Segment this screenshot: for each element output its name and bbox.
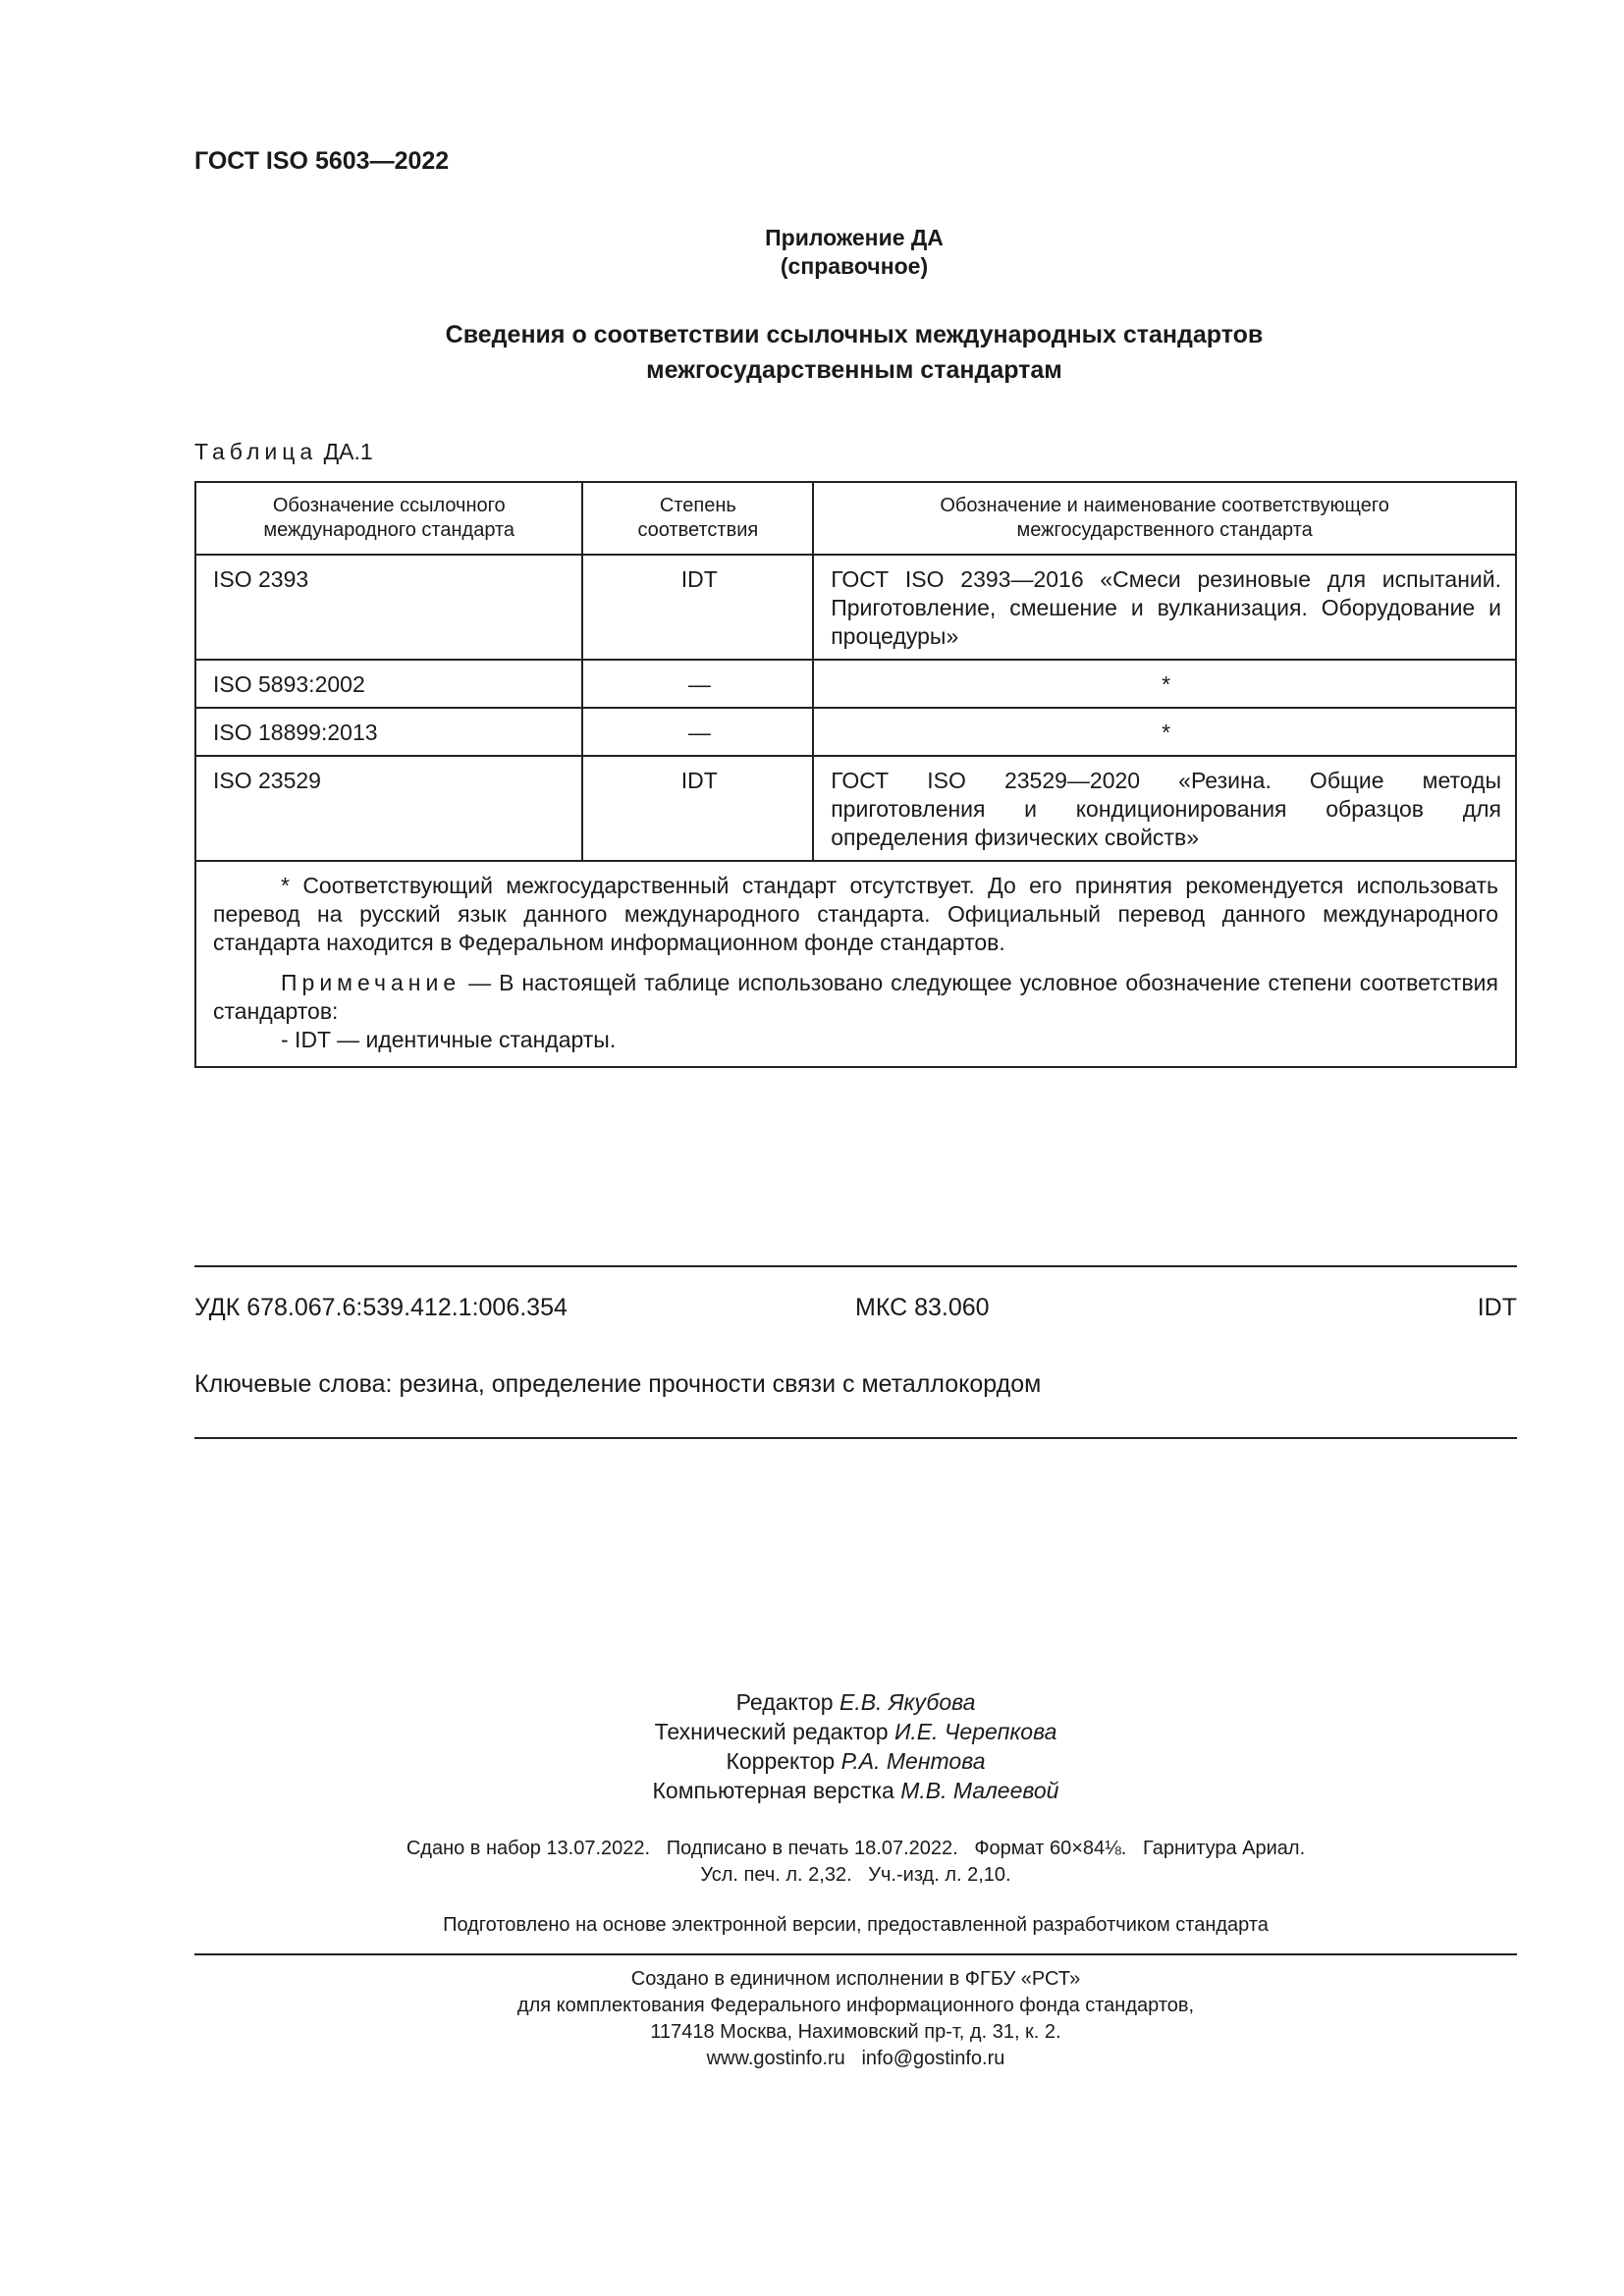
correspondence-table xyxy=(194,481,1517,1068)
credit-editor: Редактор Е.В. Якубова xyxy=(735,1689,976,1715)
publisher-line2: для комплектования Федерального информационного фонда стандартов, xyxy=(516,1995,1195,2016)
divider-bottom xyxy=(194,1953,1517,1955)
annex-heading xyxy=(194,224,1514,281)
table-row xyxy=(195,708,1516,756)
table-row xyxy=(195,555,1516,660)
publisher-line4: www.gostinfo.ru info@gostinfo.ru xyxy=(706,2048,1005,2069)
table-notes xyxy=(195,861,1516,1067)
note-text: — В настоящей таблице использовано следующее условное обозначение степени соответствия стандартов: xyxy=(213,970,1498,1024)
table-row xyxy=(195,756,1516,861)
publisher-line3: 117418 Москва, Нахимовский пр-т, д. 31, к. 2. xyxy=(650,2021,1061,2043)
note-label: Примечание xyxy=(281,970,461,995)
table-notes-row xyxy=(195,861,1516,1067)
cell-degree: — xyxy=(582,660,813,708)
document-id: ГОСТ ISO 5603—2022 xyxy=(194,147,450,175)
publisher-block xyxy=(194,1966,1517,2072)
annex-title-line1: Сведения о соответствии ссылочных международных стандартов xyxy=(445,321,1264,348)
cell-standard: ISO 18899:2013 xyxy=(195,708,582,756)
imprint-line2: Усл. печ. л. 2,32. Уч.-изд. л. 2,10. xyxy=(700,1864,1011,1886)
publisher-line1: Создано в единичном исполнении в ФГБУ «РСТ» xyxy=(630,1968,1081,1990)
table-footnote: * Соответствующий межгосударственный стандарт отсутствует. До его принятия рекомендуется использовать перевод на русский язык данного международного стандарта. Официальный перевод данного международного стандарта находится в Федеральном информационном фонде стандартов. xyxy=(213,873,1498,955)
cell-standard: ISO 5893:2002 xyxy=(195,660,582,708)
cell-national: * xyxy=(813,660,1516,708)
divider-top xyxy=(194,1265,1517,1267)
credit-tech-editor: Технический редактор И.Е. Черепкова xyxy=(654,1719,1057,1744)
cell-national: ГОСТ ISO 2393—2016 «Смеси резиновые для испытаний. Приготовление, смешение и вулканизация. Оборудование и процедуры» xyxy=(813,555,1516,660)
table-header-row xyxy=(195,482,1516,555)
imprint-line1: Сдано в набор 13.07.2022. Подписано в печать 18.07.2022. Формат 60×84⅛. Гарнитура Ариал. xyxy=(406,1838,1306,1859)
cell-national: * xyxy=(813,708,1516,756)
annex-title xyxy=(194,317,1514,388)
table-note xyxy=(213,969,1498,1026)
table-caption-number: ДА.1 xyxy=(323,439,373,464)
cell-standard: ISO 2393 xyxy=(195,555,582,660)
cell-standard: ISO 23529 xyxy=(195,756,582,861)
udk-code: УДК 678.067.6:539.412.1:006.354 xyxy=(194,1294,568,1321)
cell-degree: IDT xyxy=(582,756,813,861)
cell-national: ГОСТ ISO 23529—2020 «Резина. Общие методы приготовления и кондиционирования образцов для определения физических свойств» xyxy=(813,756,1516,861)
annex-title-line2: межгосударственным стандартам xyxy=(646,356,1062,384)
annex-label: Приложение ДА xyxy=(765,225,944,250)
cell-degree: IDT xyxy=(582,555,813,660)
header-national-standard: Обозначение и наименование соответствующего межгосударственного стандарта xyxy=(813,482,1516,555)
table-caption xyxy=(194,439,373,465)
table-caption-word: Таблица xyxy=(194,439,318,464)
mks-code: МКС 83.060 xyxy=(855,1294,990,1321)
credits xyxy=(194,1687,1517,1805)
credit-layout: Компьютерная верстка М.В. Малеевой xyxy=(652,1778,1059,1803)
keywords: Ключевые слова: резина, определение прочности связи с металлокордом xyxy=(194,1370,1042,1398)
prepared-note: Подготовлено на основе электронной версии, предоставленной разработчиком стандарта xyxy=(443,1914,1269,1936)
degree-code: IDT xyxy=(1477,1294,1517,1321)
table-row xyxy=(195,660,1516,708)
imprint xyxy=(194,1836,1517,1889)
divider-keywords xyxy=(194,1437,1517,1439)
header-degree: Степень соответствия xyxy=(582,482,813,555)
annex-kind: (справочное) xyxy=(780,253,929,279)
credit-corrector: Корректор Р.А. Ментова xyxy=(726,1748,986,1774)
note-item: - IDT — идентичные стандарты. xyxy=(281,1027,617,1052)
cell-degree: — xyxy=(582,708,813,756)
header-international-standard: Обозначение ссылочного международного стандарта xyxy=(195,482,582,555)
